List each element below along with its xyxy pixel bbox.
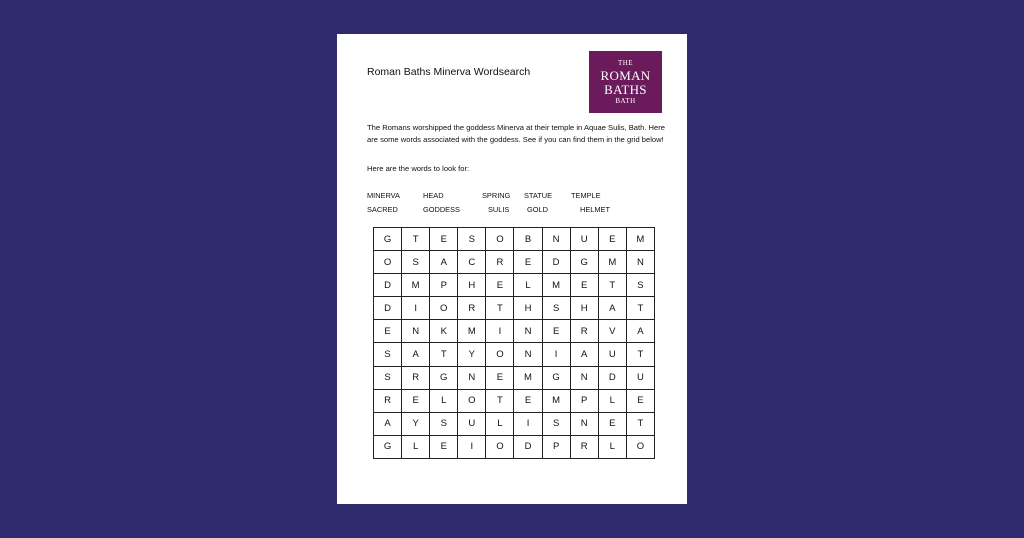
grid-cell[interactable]: T	[626, 412, 654, 435]
grid-cell[interactable]: P	[570, 389, 598, 412]
roman-baths-logo	[589, 51, 662, 113]
grid-cell[interactable]: U	[458, 412, 486, 435]
grid-cell[interactable]: R	[374, 389, 402, 412]
grid-cell[interactable]: N	[402, 320, 430, 343]
grid-row	[374, 228, 655, 251]
grid-cell[interactable]: E	[374, 320, 402, 343]
grid-cell[interactable]: I	[542, 343, 570, 366]
grid-cell[interactable]: U	[598, 343, 626, 366]
grid-cell[interactable]: R	[570, 320, 598, 343]
word-item: SACRED	[367, 205, 398, 214]
grid-cell[interactable]: N	[626, 251, 654, 274]
grid-row	[374, 320, 655, 343]
grid-cell[interactable]: L	[514, 274, 542, 297]
grid-cell[interactable]: A	[626, 320, 654, 343]
grid-cell[interactable]: H	[514, 297, 542, 320]
grid-row	[374, 389, 655, 412]
grid-cell[interactable]: S	[542, 412, 570, 435]
grid-cell[interactable]: E	[598, 412, 626, 435]
grid-cell[interactable]: L	[598, 389, 626, 412]
grid-cell[interactable]: S	[458, 228, 486, 251]
grid-cell[interactable]: O	[486, 435, 514, 458]
grid-cell[interactable]: I	[486, 320, 514, 343]
grid-row	[374, 435, 655, 458]
grid-cell[interactable]: M	[626, 228, 654, 251]
logo-line-the: THE	[617, 58, 634, 67]
grid-cell[interactable]: E	[486, 366, 514, 389]
grid-cell[interactable]: N	[514, 343, 542, 366]
grid-cell[interactable]: S	[374, 366, 402, 389]
grid-cell[interactable]: D	[514, 435, 542, 458]
words-heading: Here are the words to look for:	[367, 164, 470, 173]
grid-cell[interactable]: A	[598, 297, 626, 320]
grid-cell[interactable]: E	[598, 228, 626, 251]
logo-line-roman: ROMAN	[600, 67, 651, 83]
grid-cell[interactable]: R	[570, 435, 598, 458]
grid-cell[interactable]: S	[402, 251, 430, 274]
grid-row	[374, 274, 655, 297]
grid-cell[interactable]: M	[542, 274, 570, 297]
word-item: TEMPLE	[571, 191, 601, 200]
grid-cell[interactable]: G	[542, 366, 570, 389]
word-list	[367, 191, 667, 221]
grid-cell[interactable]: D	[374, 297, 402, 320]
grid-cell[interactable]: E	[402, 389, 430, 412]
grid-cell[interactable]: T	[430, 343, 458, 366]
grid-cell[interactable]: M	[458, 320, 486, 343]
grid-row	[374, 343, 655, 366]
grid-cell[interactable]: H	[570, 297, 598, 320]
grid-cell[interactable]: D	[542, 251, 570, 274]
word-item: HEAD	[423, 191, 444, 200]
grid-cell[interactable]: S	[626, 274, 654, 297]
word-item: STATUE	[524, 191, 553, 200]
grid-cell[interactable]: M	[542, 389, 570, 412]
grid-cell[interactable]: M	[598, 251, 626, 274]
grid-cell[interactable]: T	[402, 228, 430, 251]
grid-cell[interactable]: S	[430, 412, 458, 435]
grid-cell[interactable]: D	[374, 274, 402, 297]
grid-cell[interactable]: S	[542, 297, 570, 320]
word-item: GOLD	[527, 205, 548, 214]
grid-cell[interactable]: G	[374, 435, 402, 458]
wordsearch-grid	[373, 227, 655, 459]
grid-cell[interactable]: L	[486, 412, 514, 435]
worksheet-page	[337, 34, 687, 504]
grid-cell[interactable]: V	[598, 320, 626, 343]
grid-cell[interactable]: T	[486, 389, 514, 412]
grid-cell[interactable]: E	[514, 251, 542, 274]
logo-line-baths: BATHS	[604, 81, 647, 97]
grid-cell[interactable]: E	[542, 320, 570, 343]
grid-cell[interactable]: H	[458, 274, 486, 297]
grid-cell[interactable]: P	[430, 274, 458, 297]
grid-cell[interactable]: O	[430, 297, 458, 320]
grid-cell[interactable]: N	[570, 366, 598, 389]
grid-cell[interactable]: U	[570, 228, 598, 251]
grid-cell[interactable]: L	[402, 435, 430, 458]
grid-cell[interactable]: M	[402, 274, 430, 297]
grid-cell[interactable]: B	[514, 228, 542, 251]
intro-paragraph: The Romans worshipped the goddess Minerva at their temple in Aquae Sulis, Bath. Here are some words associated with the goddess. See if you can find them in the grid below!	[367, 123, 666, 144]
grid-row	[374, 297, 655, 320]
grid-cell[interactable]: E	[514, 389, 542, 412]
grid-cell[interactable]: O	[458, 389, 486, 412]
grid-cell[interactable]: A	[570, 343, 598, 366]
grid-cell[interactable]: G	[430, 366, 458, 389]
grid-cell[interactable]: R	[486, 251, 514, 274]
grid-cell[interactable]: O	[486, 228, 514, 251]
grid-cell[interactable]: E	[430, 228, 458, 251]
grid-cell[interactable]: T	[598, 274, 626, 297]
grid-cell[interactable]: P	[542, 435, 570, 458]
grid-cell[interactable]: N	[570, 412, 598, 435]
grid-row	[374, 366, 655, 389]
grid-cell[interactable]: R	[458, 297, 486, 320]
grid-cell[interactable]: O	[486, 343, 514, 366]
grid-cell[interactable]: A	[402, 343, 430, 366]
grid-cell[interactable]: T	[626, 343, 654, 366]
grid-cell[interactable]: O	[626, 435, 654, 458]
grid-cell[interactable]: A	[430, 251, 458, 274]
grid-cell[interactable]: R	[402, 366, 430, 389]
grid-cell[interactable]: K	[430, 320, 458, 343]
word-item: GODDESS	[423, 205, 460, 214]
grid-cell[interactable]: Y	[458, 343, 486, 366]
grid-row	[374, 251, 655, 274]
word-item: MINERVA	[367, 191, 400, 200]
grid-cell[interactable]: N	[542, 228, 570, 251]
grid-cell[interactable]: N	[514, 320, 542, 343]
grid-cell[interactable]: I	[402, 297, 430, 320]
grid-cell[interactable]: U	[626, 366, 654, 389]
grid-cell[interactable]: T	[486, 297, 514, 320]
worksheet-title: Roman Baths Minerva Wordsearch	[367, 66, 531, 78]
grid-cell[interactable]: I	[514, 412, 542, 435]
grid-cell[interactable]: Y	[402, 412, 430, 435]
grid-cell[interactable]: G	[374, 228, 402, 251]
word-item: SPRING	[482, 191, 511, 200]
grid-cell[interactable]: O	[374, 251, 402, 274]
grid-cell[interactable]: G	[570, 251, 598, 274]
word-item: HELMET	[580, 205, 610, 214]
grid-cell[interactable]: N	[458, 366, 486, 389]
grid-cell[interactable]: I	[458, 435, 486, 458]
grid-row	[374, 412, 655, 435]
logo-line-bath: BATH	[615, 96, 636, 105]
grid-cell[interactable]: E	[626, 389, 654, 412]
grid-cell[interactable]: E	[430, 435, 458, 458]
grid-cell[interactable]: L	[598, 435, 626, 458]
grid-cell[interactable]: E	[570, 274, 598, 297]
word-item: SULIS	[488, 205, 510, 214]
grid-cell[interactable]: L	[430, 389, 458, 412]
grid-cell[interactable]: A	[374, 412, 402, 435]
grid-cell[interactable]: C	[458, 251, 486, 274]
grid-cell[interactable]: T	[626, 297, 654, 320]
grid-cell[interactable]: M	[514, 366, 542, 389]
grid-cell[interactable]: S	[374, 343, 402, 366]
grid-cell[interactable]: D	[598, 366, 626, 389]
grid-cell[interactable]: E	[486, 274, 514, 297]
